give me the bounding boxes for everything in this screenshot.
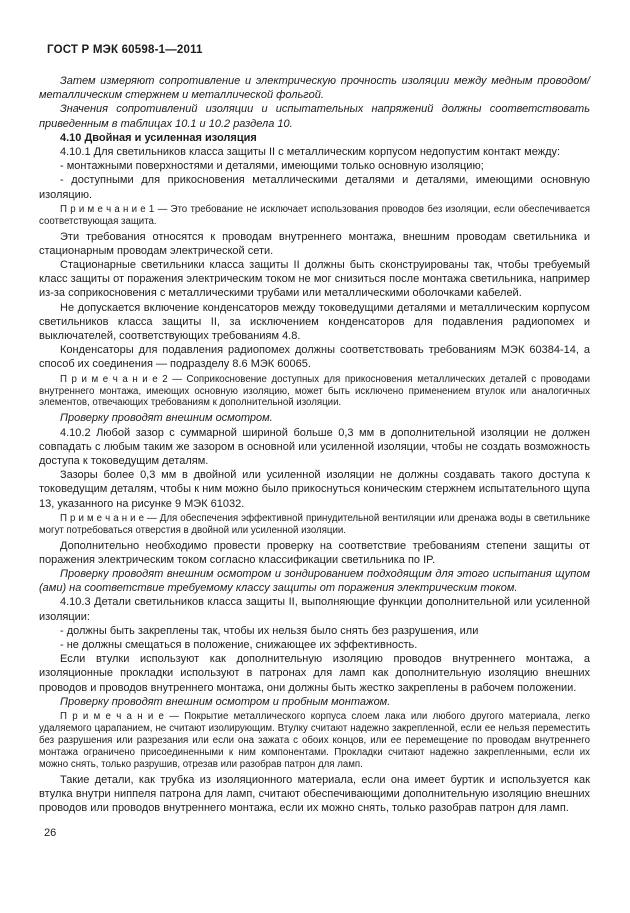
list-item: - доступными для прикосновения металлическими деталями и деталями, имеющими основную изоляцию. [39,174,590,201]
body-paragraph: Такие детали, как трубка из изоляционного материала, если она имеет буртик и используется как втулка внутри ниппеля патрона для ламп, считают обеспечивающими дополнительную изоляцию внешних проводов или проводов внутреннего монтажа, если их можно снять, только разобрав патрон для ламп. [39,773,590,814]
list-item: - монтажными поверхностями и деталями, имеющими только основную изоляцию; [60,160,484,173]
section-heading-4-10: 4.10 Двойная и усиленная изоляция [60,131,257,144]
document-body [39,74,590,815]
procedure-paragraph: Проверку проводят внешним осмотром. [60,412,273,425]
body-paragraph: Дополнительно необходимо провести проверку на соответствие требованиям степени защиты от поражения электрическим током согласно классификации светильника по IP. [39,539,590,566]
body-paragraph: Зазоры более 0,3 мм в двойной или усиленной изоляции не должны создавать такого доступа к токоведущим деталям, чтобы к ним можно было прикоснуться коническим стержнем испытательного щупа 13, указанного на рисунке 9 МЭК 61032. [39,469,590,510]
document-header-title: ГОСТ Р МЭК 60598-1—2011 [47,44,203,56]
clause-paragraph-4-10-3: 4.10.3 Детали светильников класса защиты II, выполняющие функции дополнительной или усиленной изоляции: [39,596,590,623]
note-paragraph: П р и м е ч а н и е — Покрытие металлического корпуса слоем лака или любого другого материала, легко удаляемого царапанием, не считают изолирующим. Втулку считают надежно закрепленной, если ее нельзя переместить без разрушения или разрезания или если она зажата с обоих концов, или ее перемещение по проводам внутреннего монтажа ограничено присоединенными к ним компонентами. Прокладки считают надежно закрепленными, если их можно снять, только разрушив, отрезав или разобрав патрон для ламп. [39,711,590,770]
body-paragraph: Конденсаторы для подавления радиопомех должны соответствовать требованиям МЭК 60384-14, а способ их соединения — подразделу 8.6 МЭК 60065. [39,344,590,371]
list-item: - не должны смещаться в положение, снижающее их эффективность. [60,639,418,652]
procedure-paragraph: Затем измеряют сопротивление и электрическую прочность изоляции между медным проводом/металлическим стержнем и металлической фольгой. [39,75,590,102]
body-paragraph: Если втулки используют как дополнительную изоляцию проводов внутреннего монтажа, а изоляционные прокладки используют в патронах для ламп как дополнительную изоляцию внешних проводов и проводов внутреннего монтажа, они должны быть жестко закреплены в рабочем положении. [39,653,590,694]
page-number: 26 [44,827,57,839]
body-paragraph: Эти требования относятся к проводам внутреннего монтажа, внешним проводам светильника и стационарным проводам электрической сети. [39,230,590,257]
note-paragraph-1: П р и м е ч а н и е 1 — Это требование не исключает использования проводов без изоляции, если обеспечивается соответствующая защита. [39,203,590,227]
procedure-paragraph: Значения сопротивлений изоляции и испытательных напряжений должны соответствовать приведенным в таблицах 10.1 и 10.2 раздела 10. [39,103,590,130]
body-paragraph: Не допускается включение конденсаторов между токоведущими деталями и металлическим корпусом светильников класса защиты II, за исключением конденсаторов для подавления радиопомех и выключателей, соответствующих требованиям 4.8. [39,301,590,343]
clause-paragraph-4-10-2: 4.10.2 Любой зазор с суммарной шириной больше 0,3 мм в дополнительной изоляции не должен совпадать с любым таким же зазором в основной или усиленной изоляции, чтобы не создать возможность доступа к токоведущим деталям. [39,426,590,467]
procedure-paragraph: Проверку проводят внешним осмотром и пробным монтажом. [60,695,391,708]
list-item: - должны быть закреплены так, чтобы их нельзя было снять без разрушения, или [60,624,479,637]
note-paragraph: П р и м е ч а н и е — Для обеспечения эффективной принудительной вентиляции или дренажа воды в светильнике могут потребоваться отверстия в двойной или усиленной изоляции. [39,512,590,536]
procedure-paragraph: Проверку проводят внешним осмотром и зондированием подходящим для этого испытания щупом (ами) на соответствие требуемому классу защиты от поражения электрическим током. [39,568,590,595]
body-paragraph: Стационарные светильники класса защиты II должны быть сконструированы так, чтобы требуемый класс защиты от поражения электрическим током не мог снизиться после монтажа светильника, например из-за соприкосновения с металлическими трубами или металлическими оболочками кабелей. [39,259,590,300]
note-paragraph-2: П р и м е ч а н и е 2 — Соприкосновение доступных для прикосновения металлических деталей с проводами внутреннего монтажа, имеющих основную изоляцию, может быть исключено применением втулок или аналогичных элементов, отвечающих требованиям к дополнительной изоляции. [39,373,590,409]
clause-paragraph-4-10-1: 4.10.1 Для светильников класса защиты II с металлическим корпусом недопустим контакт между: [60,146,561,159]
